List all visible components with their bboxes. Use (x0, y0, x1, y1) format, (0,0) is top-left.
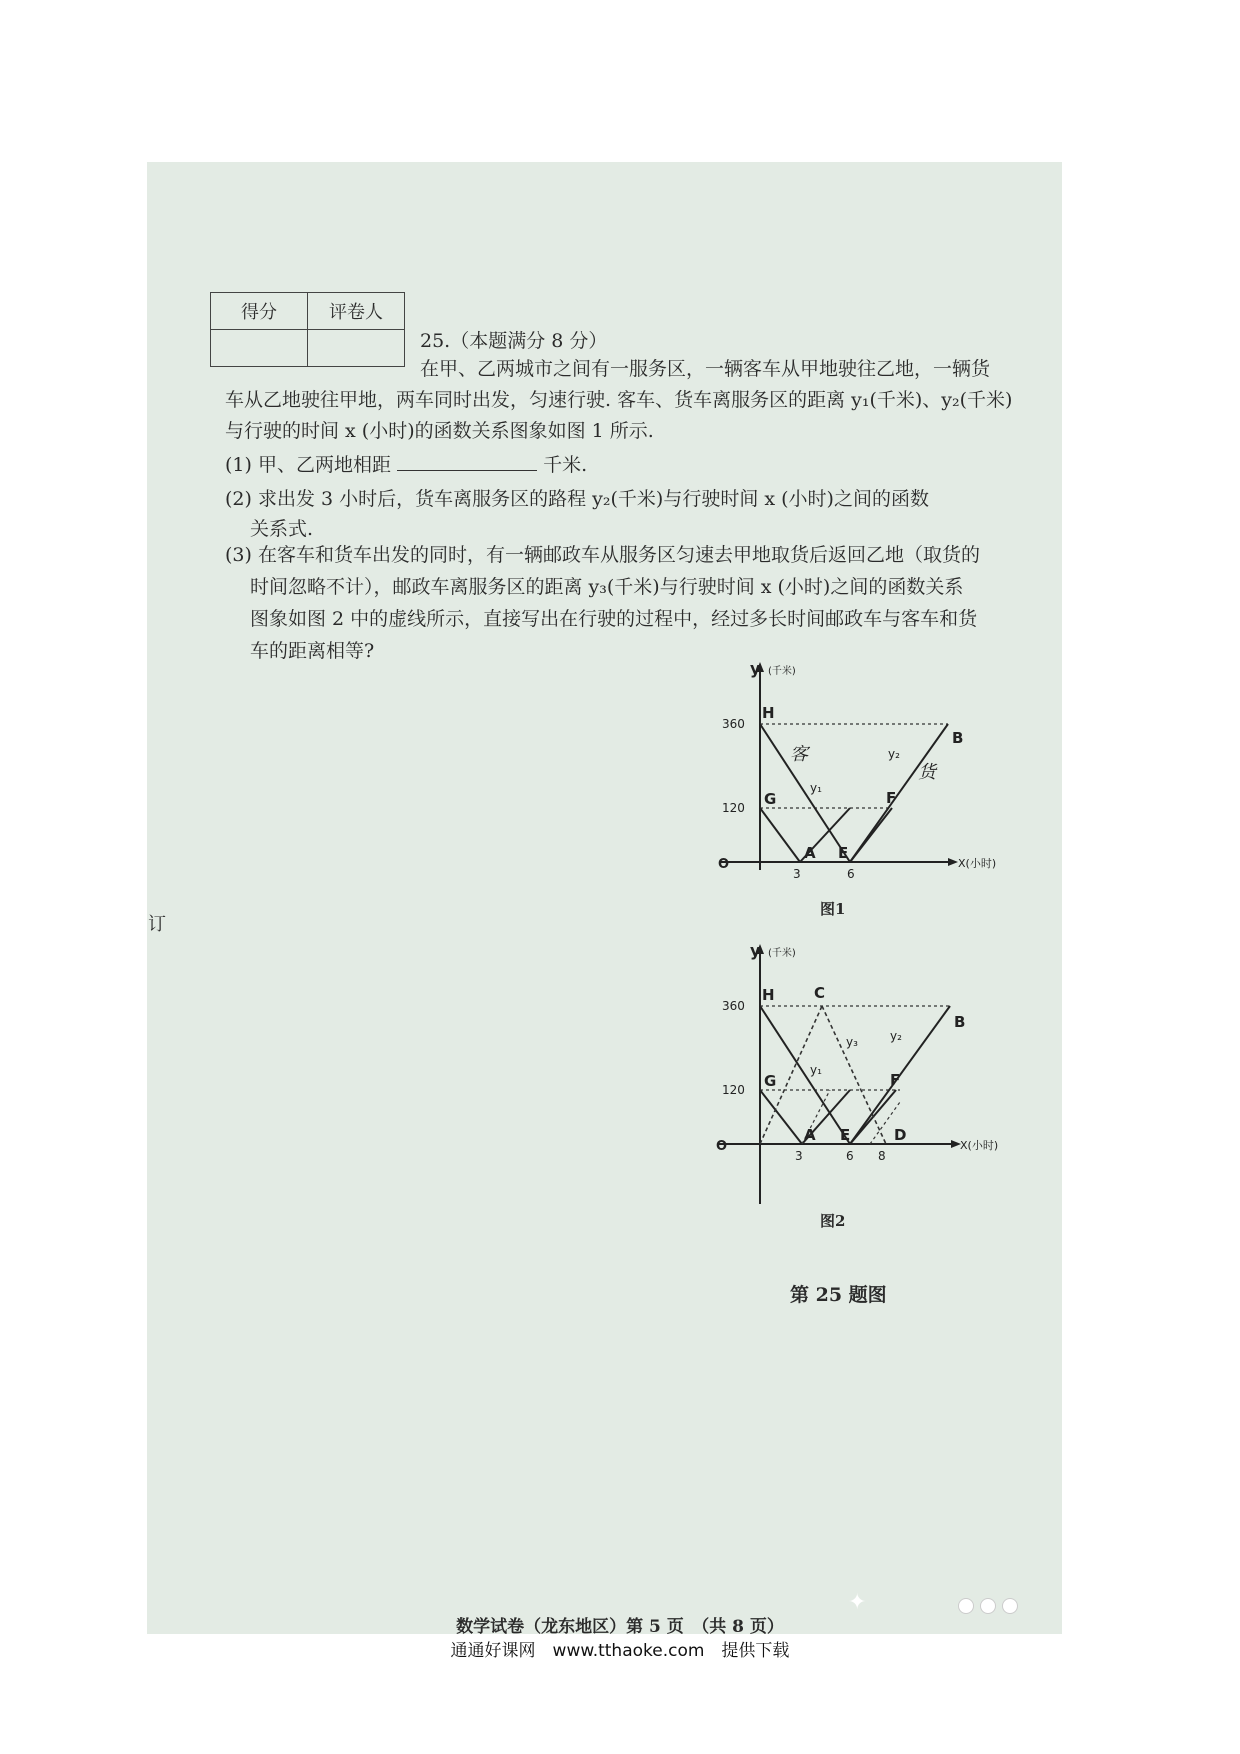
part-2-line-1: (2) 求出发 3 小时后，货车离服务区的路程 y₂(千米)与行驶时间 x (小时)之间的函数 (225, 488, 929, 510)
question-intro-2: 车从乙地驶往甲地，两车同时出发，匀速行驶. 客车、货车离服务区的距离 y₁(千米)、y₂(千米) (225, 389, 1013, 411)
part-3-line-4: 车的距离相等? (250, 640, 375, 662)
fig2-point-C: C (814, 984, 826, 1002)
fig1-y-label: y (750, 660, 761, 678)
grader-header: 评卷人 (308, 293, 405, 330)
fig2-curve-y3: y₃ (846, 1035, 858, 1049)
fig1-curve-y2: y₂ (888, 747, 900, 761)
fig1-EF-line (850, 808, 892, 862)
answer-blank[interactable] (397, 452, 537, 471)
fig1-point-G: G (764, 790, 777, 808)
dot (958, 1598, 974, 1614)
figure-2 (700, 942, 1010, 1216)
question-header: 25.（本题满分 8 分） (420, 330, 608, 352)
fig1-ytick-360: 360 (722, 717, 745, 731)
fig2-point-E: E (840, 1126, 851, 1144)
fig2-y-label: y (750, 942, 761, 960)
binding-mark: 订 (148, 914, 166, 935)
fig2-curve-y2: y₂ (890, 1029, 902, 1043)
part-3-line-2: 时间忽略不计），邮政车离服务区的距离 y₃(千米)与行驶时间 x (小时)之间的函数关系 (250, 576, 964, 598)
fig1-x-arrow (948, 858, 958, 866)
fig1-origin: O (718, 857, 730, 872)
part-1 (225, 450, 587, 477)
fig2-point-D: D (894, 1126, 907, 1144)
fig2-xtick-3: 3 (795, 1149, 803, 1163)
fig1-y2-line (850, 724, 948, 862)
scanned-exam-page (147, 162, 1062, 1634)
fig1-GA-line (760, 808, 800, 862)
dot (1002, 1598, 1018, 1614)
fig1-point-B: B (952, 729, 964, 747)
score-header: 得分 (211, 293, 308, 330)
fig2-curve-y1: y₁ (810, 1063, 822, 1077)
fig2-point-H: H (762, 986, 775, 1004)
part-3-line-1: (3) 在客车和货车出发的同时，有一辆邮政车从服务区匀速去甲地取货后返回乙地（取货的 (225, 544, 980, 566)
figure-1 (700, 660, 1000, 894)
fig1-xtick-6: 6 (847, 867, 855, 881)
fig1-handwriting-2: 货 (918, 762, 936, 783)
fig1-x-label: X(小时) (958, 857, 997, 870)
part-1-unit: 千米. (543, 454, 588, 476)
fig2-point-G: G (764, 1072, 777, 1090)
fig2-ytick-360: 360 (722, 999, 745, 1013)
part-2-line-2: 关系式. (250, 518, 314, 540)
fig2-point-B: B (954, 1013, 966, 1031)
fig1-handwriting-1: 客 (790, 744, 808, 765)
fig1-point-H: H (762, 704, 775, 722)
fig1-ytick-120: 120 (722, 801, 745, 815)
score-cell (211, 330, 308, 367)
fig1-point-F: F (886, 789, 897, 807)
fig2-xtick-6: 6 (846, 1149, 854, 1163)
fig2-ytick-120: 120 (722, 1083, 745, 1097)
fig2-point-A: A (804, 1126, 816, 1144)
fig2-x-label: X(小时) (960, 1139, 999, 1152)
fig1-xtick-3: 3 (793, 867, 801, 881)
download-credit: 通通好课网 www.tthaoke.com 提供下载 (450, 1641, 790, 1661)
fig1-y-unit: (千米) (768, 666, 796, 677)
figure-1-caption: 图1 (820, 900, 846, 918)
magic-wand-icon: ✦ (848, 1590, 867, 1615)
fig2-y3-back (822, 1006, 886, 1144)
grader-cell (308, 330, 405, 367)
dot (980, 1598, 996, 1614)
score-table (210, 292, 405, 367)
more-options-icon[interactable] (958, 1598, 1018, 1614)
figure-2-caption: 图2 (820, 1212, 846, 1230)
fig2-xtick-8: 8 (878, 1149, 886, 1163)
part-1-text: (1) 甲、乙两地相距 (225, 454, 391, 476)
fig2-y-unit: (千米) (768, 948, 796, 959)
fig2-origin: O (716, 1139, 728, 1154)
fig1-point-A: A (804, 844, 816, 862)
question-figure-caption: 第 25 题图 (790, 1284, 887, 1306)
page-footer: 数学试卷（龙东地区）第 5 页 （共 8 页） (456, 1617, 784, 1637)
fig1-curve-y1: y₁ (810, 781, 822, 795)
question-intro-3: 与行驶的时间 x (小时)的函数关系图象如图 1 所示. (225, 420, 654, 442)
fig2-point-F: F (890, 1071, 901, 1089)
part-3-line-3: 图象如图 2 中的虚线所示，直接写出在行驶的过程中，经过多长时间邮政车与客车和货 (250, 608, 978, 630)
question-intro-1: 在甲、乙两城市之间有一服务区，一辆客车从甲地驶往乙地，一辆货 (420, 358, 991, 380)
fig1-point-E: E (838, 844, 849, 862)
